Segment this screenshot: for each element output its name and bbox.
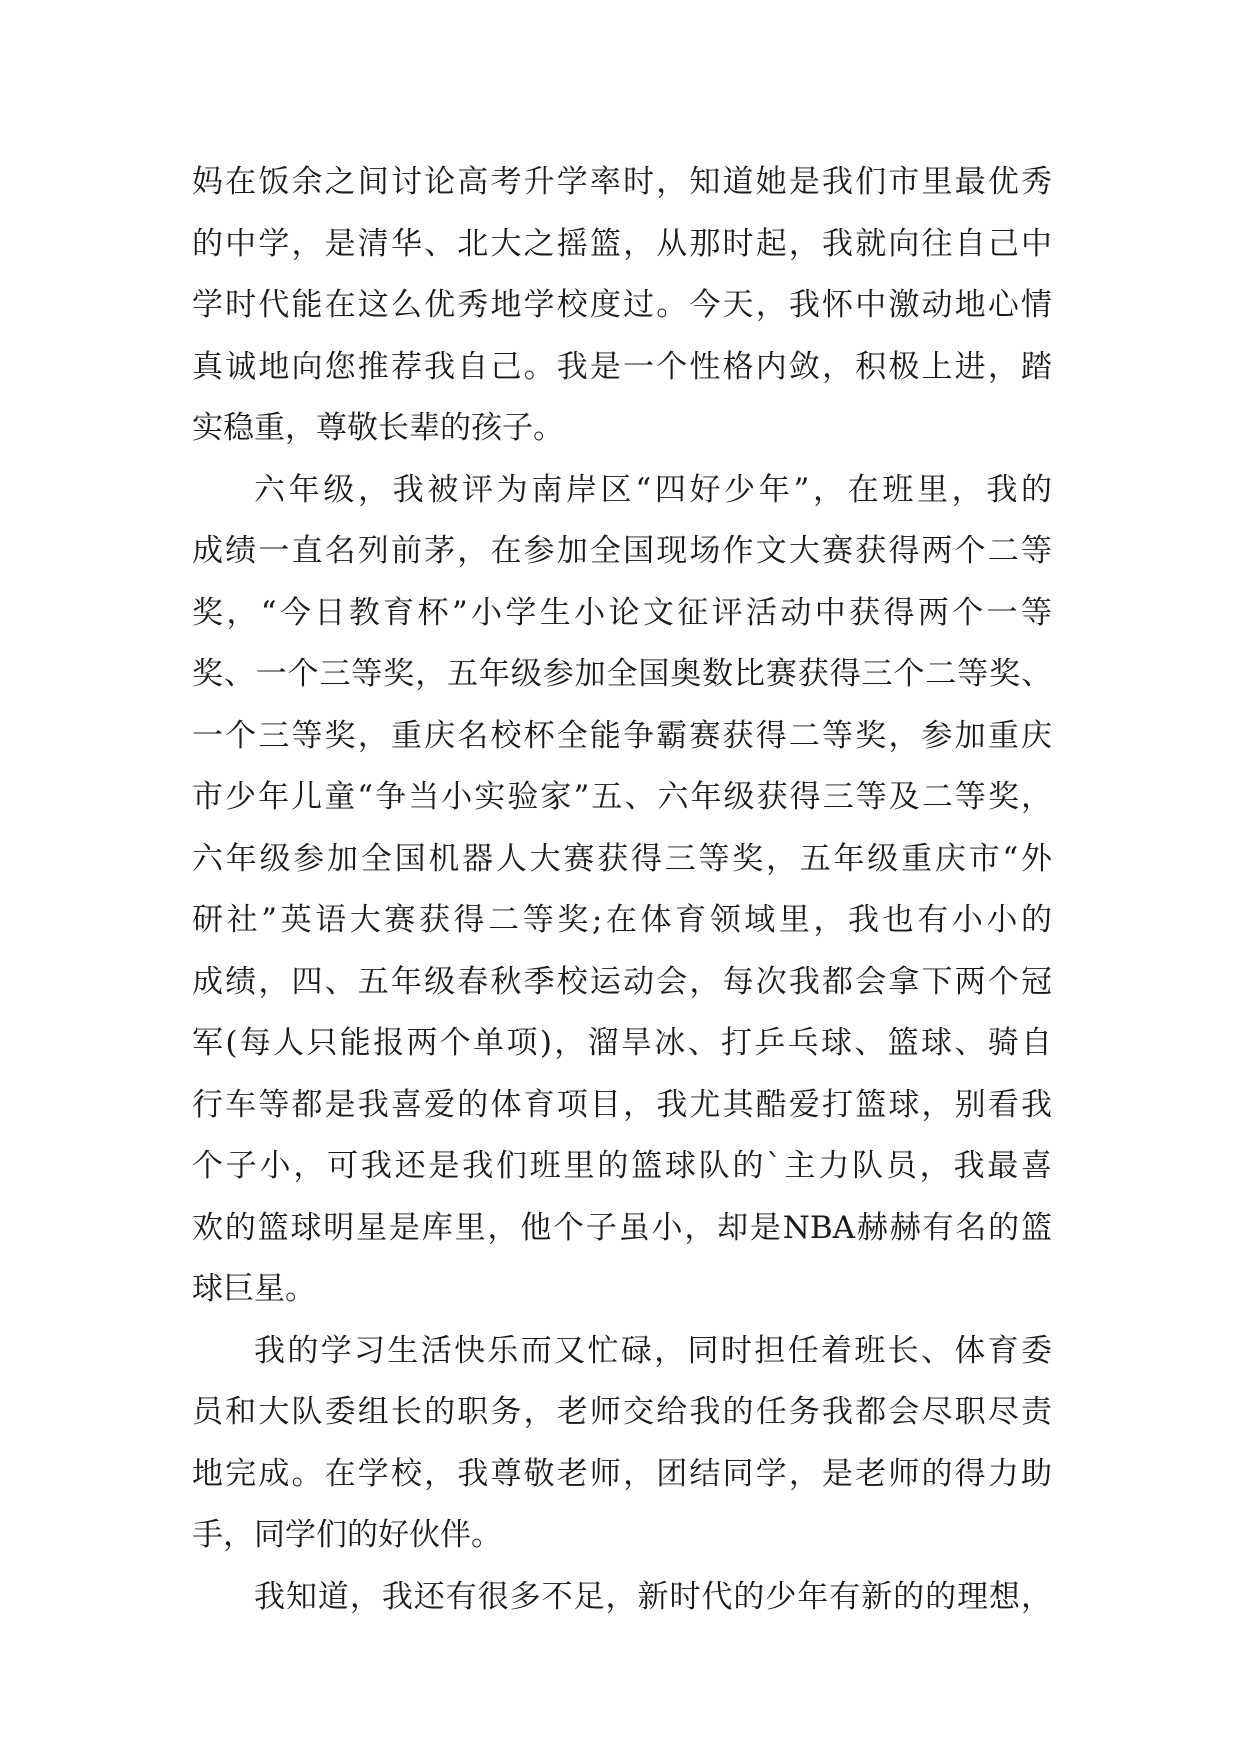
text-line: 手，同学们的好伙伴。: [192, 1517, 502, 1553]
text-line: 奖，“今日教育杯”小学生小论文征评活动中获得两个一等: [192, 594, 1052, 631]
paragraph-first-line: 我的学习生活快乐而又忙碌，同时担任着班长、体育委: [254, 1332, 1052, 1369]
paragraph-first-line: 六年级，我被评为南岸区“四好少年”，在班里，我的: [254, 471, 1052, 508]
text-line: 军(每人只能报两个单项)，溜旱冰、打乒乓球、篮球、骑自: [192, 1025, 1052, 1061]
text-line: 成绩一直名列前茅，在参加全国现场作文大赛获得两个二等: [192, 533, 1052, 569]
text-line: 成绩，四、五年级春秋季校运动会，每次我都会拿下两个冠: [192, 963, 1052, 1000]
text-line: 妈在饭余之间讨论高考升学率时，知道她是我们市里最优秀: [192, 164, 1052, 200]
text-line: 真诚地向您推荐我自己。我是一个性格内敛，积极上进，踏: [192, 348, 1052, 385]
text-line: 学时代能在这么优秀地学校度过。今天，我怀中激动地心情: [192, 287, 1052, 323]
text-line: 地完成。在学校，我尊敬老师，团结同学，是老师的得力助: [192, 1455, 1052, 1492]
text-line: 奖、一个三等奖，五年级参加全国奥数比赛获得三个二等奖、: [192, 656, 1052, 692]
text-line: 六年级参加全国机器人大赛获得三等奖，五年级重庆市“外: [192, 840, 1052, 877]
text-line: 欢的篮球明星是库里，他个子虽小，却是NBA赫赫有名的篮: [192, 1209, 1052, 1246]
text-line: 个子小，可我还是我们班里的篮球队的`主力队员，我最喜: [192, 1148, 1052, 1184]
text-line: 的中学，是清华、北大之摇篮，从那时起，我就向往自己中: [192, 225, 1052, 262]
text-line: 球巨星。: [192, 1271, 316, 1307]
text-line: 研社”英语大赛获得二等奖;在体育领域里，我也有小小的: [192, 902, 1052, 938]
text-line: 实稳重，尊敬长辈的孩子。: [192, 410, 564, 446]
text-line: 行车等都是我喜爱的体育项目，我尤其酷爱打篮球，别看我: [192, 1086, 1052, 1123]
text-line: 市少年儿童“争当小实验家”五、六年级获得三等及二等奖，: [192, 779, 1052, 815]
paragraph-first-line: 我知道，我还有很多不足，新时代的少年有新的的理想，: [254, 1578, 1052, 1615]
text-line: 员和大队委组长的职务，老师交给我的任务我都会尽职尽责: [192, 1394, 1052, 1430]
document-body: [192, 152, 1052, 1628]
text-line: 一个三等奖，重庆名校杯全能争霸赛获得二等奖，参加重庆: [192, 717, 1052, 754]
